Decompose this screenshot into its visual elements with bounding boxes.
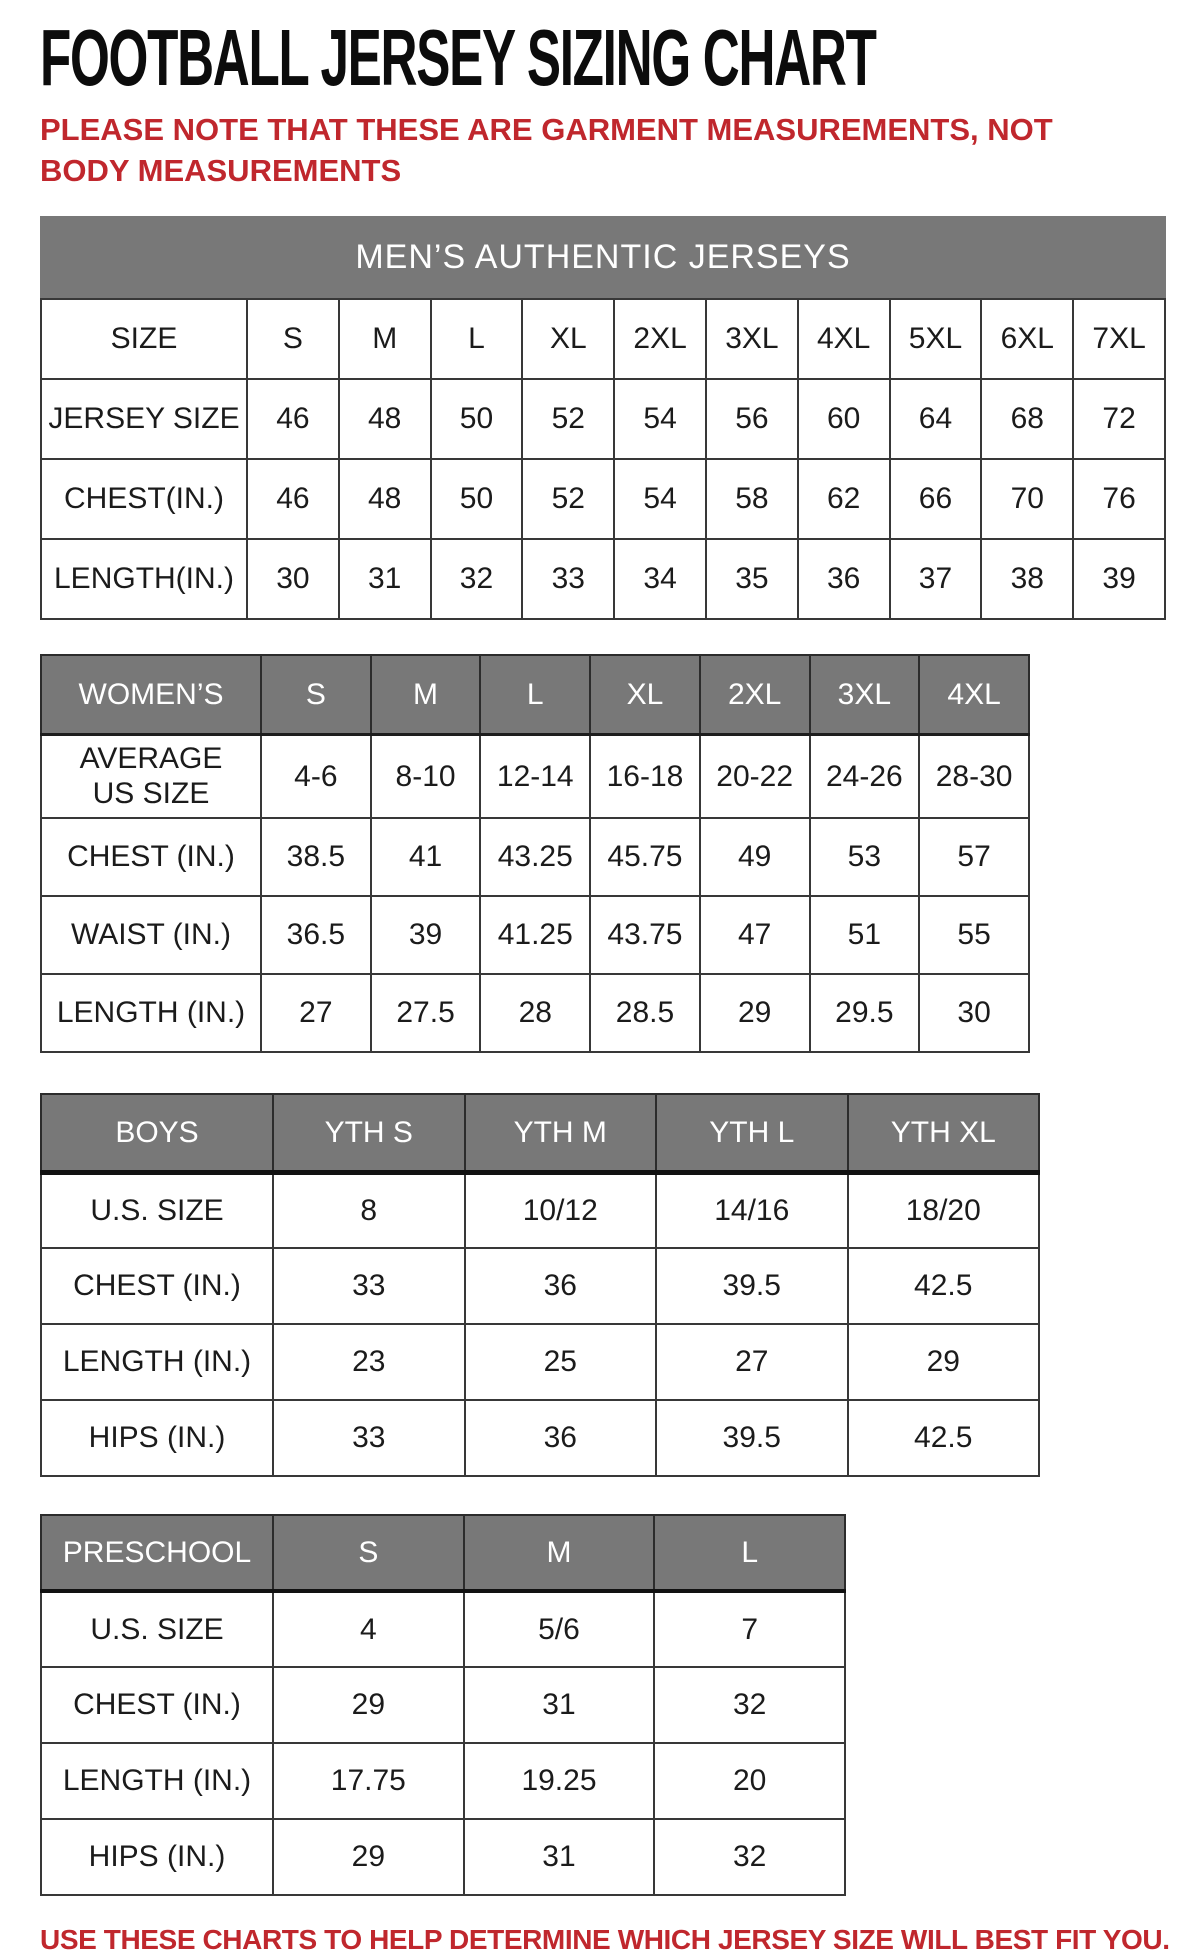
value-cell: 52 [522, 379, 614, 459]
value-cell: 32 [654, 1667, 845, 1743]
value-cell: 32 [431, 539, 523, 619]
value-cell: 36 [465, 1248, 657, 1324]
header-cell: L [480, 655, 590, 735]
value-cell: 20 [654, 1743, 845, 1819]
value-cell: 72 [1073, 379, 1165, 459]
value-cell: 66 [890, 459, 982, 539]
value-cell: 4XL [798, 299, 890, 379]
value-cell: 4 [273, 1591, 464, 1667]
value-cell: 37 [890, 539, 982, 619]
value-cell: 38 [981, 539, 1073, 619]
value-cell: 48 [339, 379, 431, 459]
value-cell: 43.25 [480, 818, 590, 896]
table-row [41, 1400, 1039, 1476]
table-row [41, 539, 1165, 619]
value-cell: 29 [700, 974, 810, 1052]
value-cell: 29.5 [810, 974, 920, 1052]
table-row [41, 735, 1029, 819]
value-cell: 7XL [1073, 299, 1165, 379]
value-cell: 36 [798, 539, 890, 619]
table-row [41, 1324, 1039, 1400]
header-cell: YTH L [656, 1094, 848, 1172]
value-cell: 33 [273, 1248, 465, 1324]
header-cell: XL [590, 655, 700, 735]
header-cell: PRESCHOOL [41, 1515, 273, 1591]
value-cell: 51 [810, 896, 920, 974]
table-row [41, 1591, 845, 1667]
header-cell: 3XL [810, 655, 920, 735]
value-cell: 45.75 [590, 818, 700, 896]
row-label-cell: CHEST (IN.) [41, 818, 261, 896]
row-label-cell: SIZE [41, 299, 247, 379]
row-label-cell: LENGTH (IN.) [41, 1743, 273, 1819]
value-cell: 28 [480, 974, 590, 1052]
value-cell: 27 [656, 1324, 848, 1400]
value-cell: 42.5 [848, 1400, 1040, 1476]
value-cell: M [339, 299, 431, 379]
header-cell: S [261, 655, 371, 735]
boys-sizing-table [40, 1093, 1040, 1477]
table-row [41, 1819, 845, 1895]
value-cell: 29 [273, 1667, 464, 1743]
value-cell: 6XL [981, 299, 1073, 379]
value-cell: 46 [247, 459, 339, 539]
value-cell: 35 [706, 539, 798, 619]
row-label-cell: CHEST (IN.) [41, 1248, 273, 1324]
row-label-cell: HIPS (IN.) [41, 1819, 273, 1895]
value-cell: 17.75 [273, 1743, 464, 1819]
value-cell: 29 [848, 1324, 1040, 1400]
table-header-row [41, 655, 1029, 735]
table-row [41, 459, 1165, 539]
value-cell: 24-26 [810, 735, 920, 819]
table-row [41, 379, 1165, 459]
value-cell: 57 [919, 818, 1029, 896]
value-cell: XL [522, 299, 614, 379]
header-cell: 4XL [919, 655, 1029, 735]
table-row [41, 299, 1165, 379]
table-row [41, 896, 1029, 974]
mens-table-banner: MEN’S AUTHENTIC JERSEYS [40, 216, 1166, 298]
value-cell: 58 [706, 459, 798, 539]
page-title: FOOTBALL JERSEY SIZING CHART [40, 13, 876, 102]
value-cell: 60 [798, 379, 890, 459]
header-cell: BOYS [41, 1094, 273, 1172]
value-cell: 28-30 [919, 735, 1029, 819]
value-cell: 19.25 [464, 1743, 655, 1819]
value-cell: 36.5 [261, 896, 371, 974]
table-row [41, 818, 1029, 896]
value-cell: 10/12 [465, 1172, 657, 1248]
value-cell: 14/16 [656, 1172, 848, 1248]
row-label-cell: LENGTH (IN.) [41, 974, 261, 1052]
footer-note: USE THESE CHARTS TO HELP DETERMINE WHICH JERSEY SIZE WILL BEST FIT YOU. [40, 1924, 1170, 1956]
header-cell: YTH M [465, 1094, 657, 1172]
value-cell: 54 [614, 459, 706, 539]
value-cell: 8 [273, 1172, 465, 1248]
value-cell: 50 [431, 379, 523, 459]
value-cell: 55 [919, 896, 1029, 974]
value-cell: 2XL [614, 299, 706, 379]
value-cell: 52 [522, 459, 614, 539]
row-label-cell: AVERAGE US SIZE [41, 735, 261, 819]
header-cell: M [464, 1515, 655, 1591]
table-row [41, 974, 1029, 1052]
value-cell: 25 [465, 1324, 657, 1400]
value-cell: 8-10 [371, 735, 481, 819]
value-cell: 64 [890, 379, 982, 459]
table-row [41, 1667, 845, 1743]
header-cell: M [371, 655, 481, 735]
table-row [41, 1248, 1039, 1324]
value-cell: 5XL [890, 299, 982, 379]
garment-measurement-note: PLEASE NOTE THAT THESE ARE GARMENT MEASUREMENTS, NOT BODY MEASUREMENTS [40, 112, 1053, 188]
value-cell: 29 [273, 1819, 464, 1895]
value-cell: 38.5 [261, 818, 371, 896]
value-cell: 32 [654, 1819, 845, 1895]
value-cell: 56 [706, 379, 798, 459]
value-cell: 33 [522, 539, 614, 619]
value-cell: 41.25 [480, 896, 590, 974]
value-cell: 48 [339, 459, 431, 539]
table-header-row [41, 1515, 845, 1591]
value-cell: L [431, 299, 523, 379]
value-cell: 20-22 [700, 735, 810, 819]
value-cell: 36 [465, 1400, 657, 1476]
row-label-cell: U.S. SIZE [41, 1591, 273, 1667]
preschool-sizing-table [40, 1514, 846, 1896]
header-cell: S [273, 1515, 464, 1591]
value-cell: 42.5 [848, 1248, 1040, 1324]
value-cell: 46 [247, 379, 339, 459]
table-row [41, 1743, 845, 1819]
value-cell: 27 [261, 974, 371, 1052]
table-header-row [41, 1094, 1039, 1172]
value-cell: 39 [371, 896, 481, 974]
value-cell: 68 [981, 379, 1073, 459]
value-cell: 43.75 [590, 896, 700, 974]
value-cell: 18/20 [848, 1172, 1040, 1248]
value-cell: 54 [614, 379, 706, 459]
value-cell: 76 [1073, 459, 1165, 539]
value-cell: 16-18 [590, 735, 700, 819]
row-label-cell: LENGTH(IN.) [41, 539, 247, 619]
header-cell: 2XL [700, 655, 810, 735]
value-cell: 31 [464, 1819, 655, 1895]
value-cell: 33 [273, 1400, 465, 1476]
row-label-cell: U.S. SIZE [41, 1172, 273, 1248]
value-cell: 39.5 [656, 1248, 848, 1324]
value-cell: 4-6 [261, 735, 371, 819]
value-cell: 7 [654, 1591, 845, 1667]
value-cell: 47 [700, 896, 810, 974]
row-label-cell: WAIST (IN.) [41, 896, 261, 974]
row-label-cell: LENGTH (IN.) [41, 1324, 273, 1400]
value-cell: 70 [981, 459, 1073, 539]
header-cell: L [654, 1515, 845, 1591]
value-cell: 5/6 [464, 1591, 655, 1667]
value-cell: 28.5 [590, 974, 700, 1052]
row-label-cell: CHEST (IN.) [41, 1667, 273, 1743]
value-cell: 30 [247, 539, 339, 619]
mens-sizing-table [40, 298, 1166, 620]
value-cell: 30 [919, 974, 1029, 1052]
header-cell: WOMEN’S [41, 655, 261, 735]
value-cell: 41 [371, 818, 481, 896]
value-cell: 49 [700, 818, 810, 896]
header-cell: YTH S [273, 1094, 465, 1172]
header-cell: YTH XL [848, 1094, 1040, 1172]
value-cell: 62 [798, 459, 890, 539]
row-label-cell: JERSEY SIZE [41, 379, 247, 459]
value-cell: 3XL [706, 299, 798, 379]
value-cell: 31 [464, 1667, 655, 1743]
row-label-cell: CHEST(IN.) [41, 459, 247, 539]
value-cell: 39 [1073, 539, 1165, 619]
value-cell: 50 [431, 459, 523, 539]
value-cell: 39.5 [656, 1400, 848, 1476]
value-cell: 27.5 [371, 974, 481, 1052]
womens-sizing-table [40, 654, 1030, 1054]
value-cell: S [247, 299, 339, 379]
value-cell: 53 [810, 818, 920, 896]
table-row [41, 1172, 1039, 1248]
value-cell: 31 [339, 539, 431, 619]
value-cell: 34 [614, 539, 706, 619]
value-cell: 23 [273, 1324, 465, 1400]
row-label-cell: HIPS (IN.) [41, 1400, 273, 1476]
value-cell: 12-14 [480, 735, 590, 819]
